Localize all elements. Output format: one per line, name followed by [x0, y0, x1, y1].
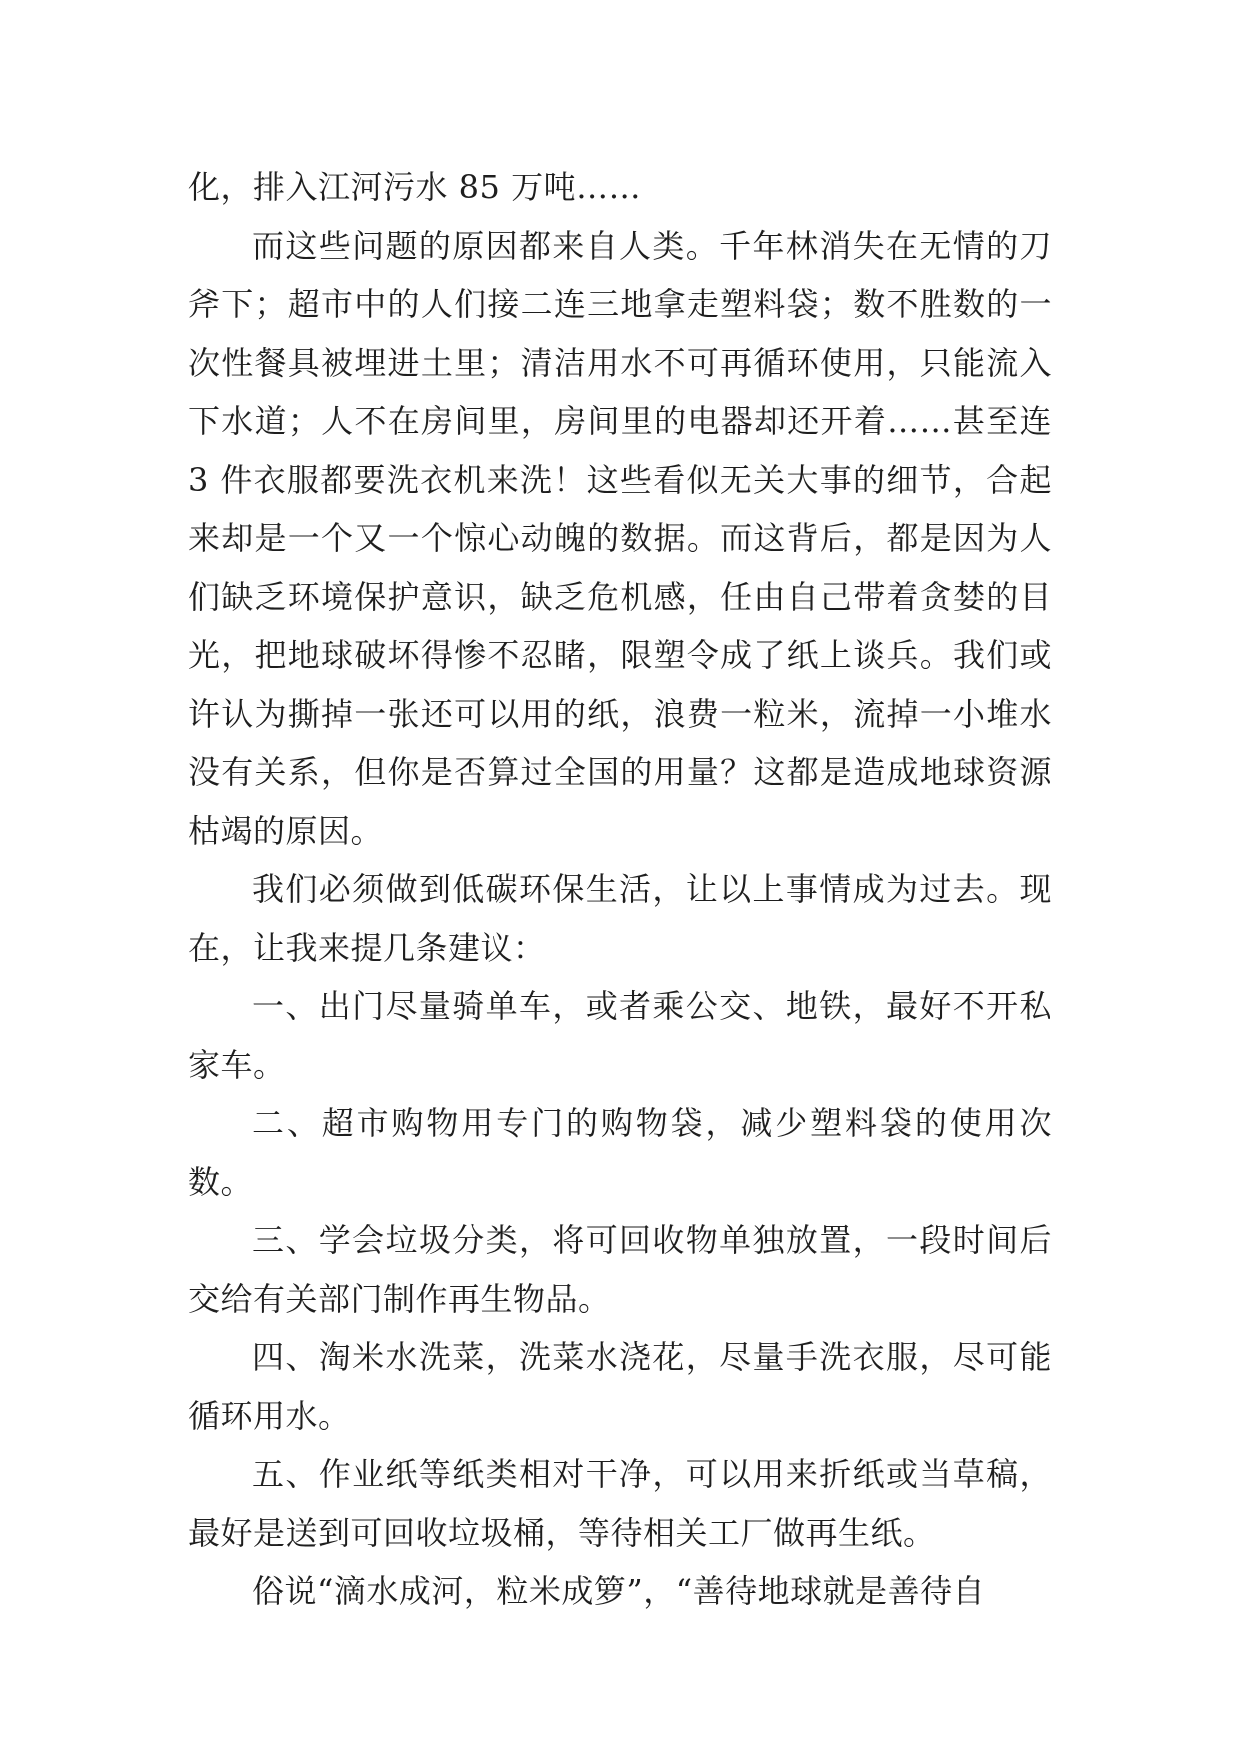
paragraph-closing: 俗说“滴水成河，粒米成箩”，“善待地球就是善待自 — [252, 1572, 986, 1610]
paragraph-causes: 而这些问题的原因都来自人类。千年林消失在无情的刀斧下；超市中的人们接二连三地拿走塑料袋；数不胜数的一次性餐具被埋进土里；清洁用水不可再循环使用，只能流入下水道；人不在房间里，房间里的电器却还开着……甚至连 3 件衣服都要洗衣机来洗！这些看似无关大事的细节，合起来却是一个又一个惊心动魄的数据。而这背后，都是因为人们缺乏环境保护意识，缺乏危机感，任由自己带着贪婪的目光，把地球破坏得惨不忍睹，限塑令成了纸上谈兵。我们或许认为撕掉一张还可以用的纸，浪费一粒米，流掉一小堆水没有关系，但你是否算过全国的用量？这都是造成地球资源枯竭的原因。 — [188, 226, 1052, 850]
suggestion-item-2: 二、超市购物用专门的购物袋，减少塑料袋的使用次数。 — [188, 1104, 1052, 1201]
suggestion-item-4: 四、淘米水洗菜，洗菜水浇花，尽量手洗衣服，尽可能循环用水。 — [188, 1338, 1052, 1435]
document-body — [188, 158, 1052, 1621]
suggestion-item-5: 五、作业纸等纸类相对干净，可以用来折纸或当草稿，最好是送到可回收垃圾桶，等待相关工厂做再生纸。 — [188, 1455, 1052, 1552]
suggestion-item-3: 三、学会垃圾分类，将可回收物单独放置，一段时间后交给有关部门制作再生物品。 — [188, 1221, 1052, 1318]
paragraph-continuation: 化，排入江河污水 85 万吨…… — [188, 168, 642, 206]
paragraph-suggestions-intro: 我们必须做到低碳环保生活，让以上事情成为过去。现在，让我来提几条建议： — [188, 870, 1052, 967]
suggestion-item-1: 一、出门尽量骑单车，或者乘公交、地铁，最好不开私家车。 — [188, 987, 1052, 1084]
